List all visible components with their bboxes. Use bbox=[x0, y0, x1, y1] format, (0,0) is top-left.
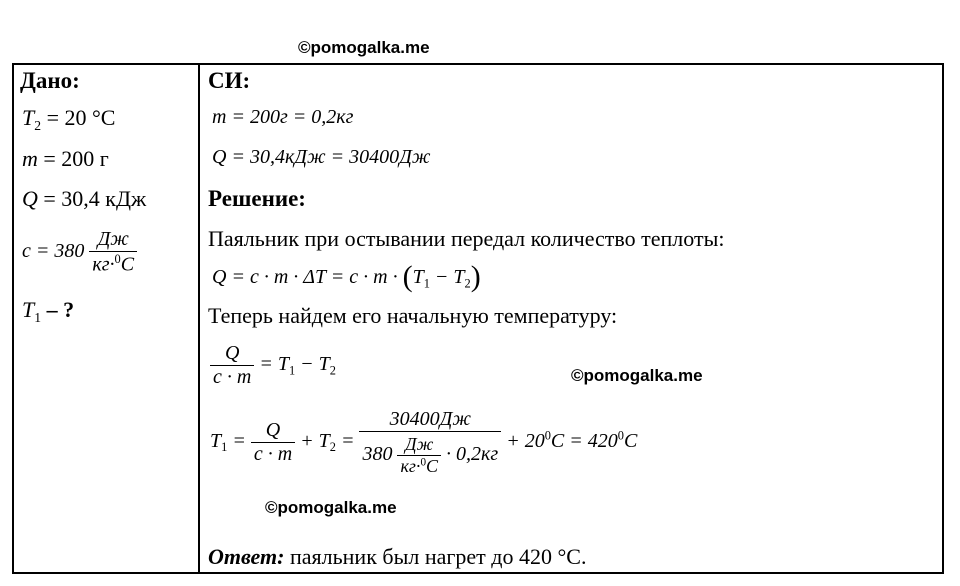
solution-text-1: Паяльник при остывании передал количество теплоты: bbox=[208, 226, 725, 251]
given-specific-heat: c = 380 $\frac{Дж}{кг\cdot^0C}$ bbox=[22, 228, 137, 276]
fraction-q-over-cm: $\frac{Q}{c \cdot m}$ bbox=[210, 342, 254, 389]
si-mass: m = 200г = 0,2кг bbox=[212, 106, 354, 128]
solution-header: Решение: bbox=[208, 186, 306, 211]
answer bbox=[208, 544, 586, 570]
given-header: Дано: bbox=[20, 68, 80, 93]
column-divider bbox=[198, 63, 200, 574]
formula-final: $T_1$ = $\frac{Q}{c \cdot m}$ + $T_2$ = 30400Дж 380 $\frac{Дж}{кг\cdot^0C}$ · 0,2кг + $20^0C = 420^0C$ bbox=[210, 408, 638, 476]
inner-unit-fraction: $\frac{Дж}{кг\cdot^0C}$ bbox=[397, 434, 441, 476]
watermark-bottom: ©pomogalka.me bbox=[265, 498, 397, 517]
si-header: СИ: bbox=[208, 68, 251, 93]
given-mass: m = 200 г bbox=[22, 146, 109, 171]
fraction-numeric: 30400Дж 380 $\frac{Дж}{кг\cdot^0C}$ · 0,2кг bbox=[359, 408, 501, 476]
given-heat: Q = 30,4 кДж bbox=[22, 186, 147, 211]
watermark-middle: ©pomogalka.me bbox=[571, 366, 703, 385]
answer-text: паяльник был нагрет до 420 °C. bbox=[284, 544, 587, 569]
formula-rearranged: $\frac{Q}{c \cdot m}$ = $T_1 - T_2$ bbox=[210, 342, 336, 389]
si-heat: Q = 30,4кДж = 30400Дж bbox=[212, 146, 431, 168]
watermark-top: ©pomogalka.me bbox=[298, 38, 430, 57]
formula-heat-transfer: $Q = c \cdot m \cdot \Delta T = c \cdot m \cdot (T_1 - T_2)$ bbox=[212, 260, 481, 293]
solution-text-2: Теперь найдем его начальную температуру: bbox=[208, 303, 618, 328]
answer-label: Ответ: bbox=[208, 544, 285, 569]
specific-heat-unit-fraction: $\frac{Дж}{кг\cdot^0C}$ bbox=[89, 228, 137, 276]
fraction-q-over-cm-2: $\frac{Q}{c \cdot m}$ bbox=[251, 419, 295, 466]
given-t1-unknown: $T_1$ – ? bbox=[22, 297, 75, 325]
given-t2: $T_2 = 20$ °C bbox=[22, 105, 116, 133]
